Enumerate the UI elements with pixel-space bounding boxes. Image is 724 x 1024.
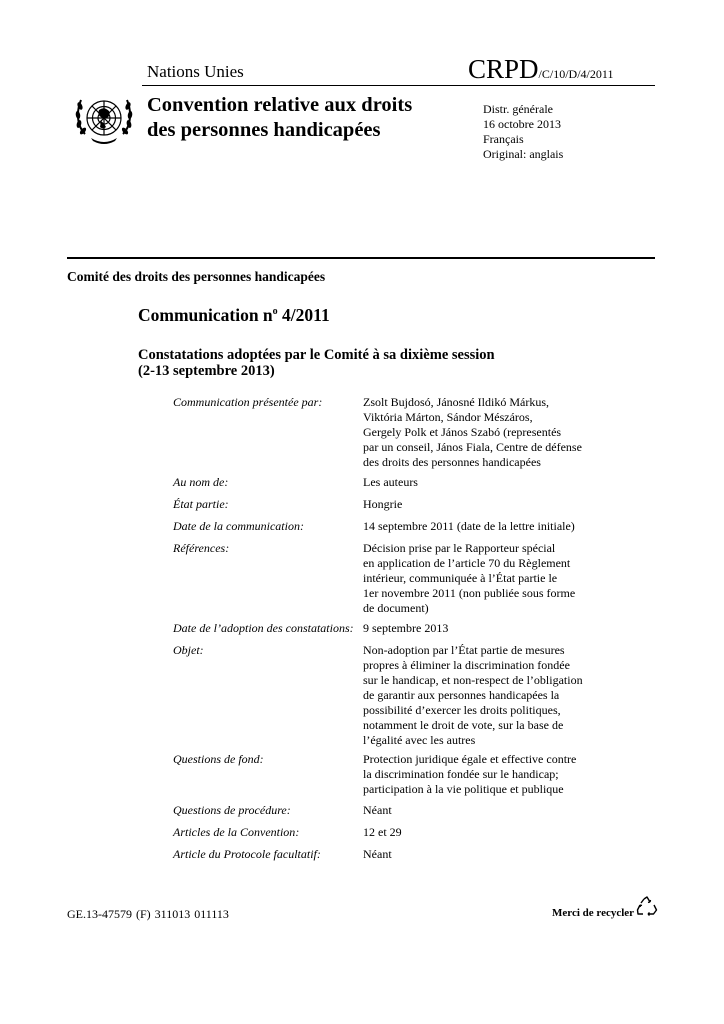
communication-number [138,305,330,326]
detail-value: Néant [363,847,392,861]
detail-value: Protection juridique égale et effective contre la discrimination fondée sur le handicap; participation à la vie politique et publique [363,752,577,796]
title-line-1: Convention relative aux droits [147,94,413,116]
recycle-icon [635,895,659,919]
detail-label: Objet: [173,643,204,657]
communication-prefix: Communication n [138,305,273,325]
detail-label: Articles de la Convention: [173,825,300,839]
constatations-line-2: (2-13 septembre 2013) [138,363,275,379]
detail-value: 12 et 29 [363,825,402,839]
communication-id: 4/2011 [277,305,330,325]
detail-value: Non-adoption par l’État partie de mesures propres à éliminer la discrimination fondée sur le handicap, et non-respect de l’obligation de garantir aux personnes handicapées la possibilité d’exercer les droits politiques, notamment le droit de vote, sur la base de l’égalité avec les autres [363,643,583,747]
detail-label: Date de la communication: [173,519,304,533]
distribution-block [483,102,563,162]
detail-value: Les auteurs [363,475,418,489]
organization-name: Nations Unies [147,62,244,81]
communication-superscript: o [272,306,278,318]
title-rule [67,257,655,259]
distr-line: Distr. générale [483,102,553,116]
detail-value: Hongrie [363,497,403,511]
detail-value: 14 septembre 2011 (date de la lettre initiale) [363,519,575,533]
detail-label: Article du Protocole facultatif: [173,847,321,861]
detail-label: Références: [173,541,230,555]
detail-label: État partie: [173,497,229,511]
constatations-heading [138,347,495,379]
committee-name: Comité des droits des personnes handicapées [67,269,326,284]
detail-value: Néant [363,803,392,817]
distr-language: Français [483,132,524,146]
constatations-line-1: Constatations adoptées par le Comité à sa dixième session [138,347,495,363]
distr-date: 16 octobre 2013 [483,117,561,131]
detail-value: Zsolt Bujdosó, Jánosné Ildikó Márkus, Viktória Márton, Sándor Mészáros, Gergely Polk et János Szabó (representés par un conseil, János Fiala, Centre de défense des droits des personnes handicapées [363,395,582,469]
detail-label: Date de l’adoption des constatations: [173,621,354,635]
document-symbol [468,54,613,85]
detail-value: 9 septembre 2013 [363,621,449,635]
detail-label: Questions de procédure: [173,803,291,817]
document-symbol-main: CRPD [468,54,539,84]
detail-label: Au nom de: [173,475,229,489]
document-title [147,93,412,143]
recycle-notice: Merci de recycler [552,907,635,919]
title-line-2: des personnes handicapées [147,119,381,141]
document-symbol-suffix: /C/10/D/4/2011 [538,67,614,81]
detail-label: Questions de fond: [173,752,264,766]
header-rule [142,85,655,86]
detail-value: Décision prise par le Rapporteur spécial en application de l’article 70 du Règlement intérieur, communiquée à l’État partie le 1er novembre 2011 (non publiée sous forme de document) [363,541,576,615]
detail-label: Communication présentée par: [173,395,323,409]
un-emblem-icon [71,90,137,152]
distr-original: Original: anglais [483,147,564,161]
document-code: GE.13-47579 (F) 311013 011113 [67,907,229,921]
